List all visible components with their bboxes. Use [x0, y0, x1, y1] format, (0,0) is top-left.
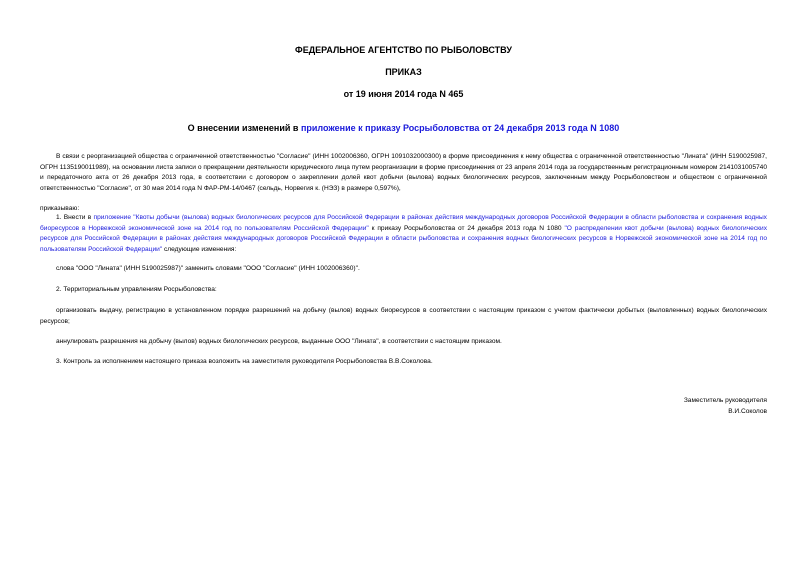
- paragraph-item-2: 2. Территориальным управлениям Росрыболовства:: [56, 286, 217, 293]
- document-date-number: от 19 июня 2014 года N 465: [343, 89, 464, 99]
- paragraph-preamble: В связи с реорганизацией общества с ограниченной ответственностью "Согласие" (ИНН 1002006360, ОГРН 1091032000300) в форме присоединения к нему общества с ограниченной ответственностью "Лината" (ИНН 5190025987, ОГРН 1135190011989), на основании листа записи о прекращении деятельности юридического лица путем реорганизации в форме присоединения от 23 апреля 2014 года за государственным регистрационным номером 2141031005740 и передаточного акта от 26 декабря 2013 года, в соответствии с договором о закреплении долей квот добычи (вылова) водных биологических ресурсов, заключенным между Росрыболовством и обществом с ограниченной ответственностью "Согласие", от 30 мая 2014 года N ФАР-РМ-14/0467 (сельдь, Норвегия к. (НЭЗ) в размере 0,597%),: [40, 153, 767, 192]
- order-1080-link[interactable]: "О распределении квот добычи (вылова) водных биологических ресурсов для Российской Федерации в районах действия международных договоров Российской Федерации в области рыболовства и сохранения водных биологических ресурсов в Норвежской экономической зоне на 2014 год по пользователям Российской Федерации": [40, 224, 767, 253]
- paragraph-permits-cancel: аннулировать разрешения на добычу (вылов) водных биологических ресурсов, выданные ООО "Лината", в соответствии с настоящим приказом.: [56, 338, 502, 345]
- paragraph-order: приказываю:: [40, 205, 80, 212]
- quota-appendix-link[interactable]: приложение "Квоты добычи (вылова) водных биологических ресурсов для Российской Федерации в районах действия международных договоров Российской Федерации в области рыболовства и сохранения водных биоресурсов в Норвежской экономической зоне на 2014 год по пользователям Российской Федерации": [40, 214, 767, 232]
- document-type: ПРИКАЗ: [385, 67, 422, 77]
- item-1-text-a: 1. Внести в: [56, 214, 94, 221]
- paragraph-item-3: 3. Контроль за исполнением настоящего приказа возложить на заместителя руководителя Росрыболовства В.В.Соколова.: [56, 358, 433, 365]
- paragraph-permits-issue: организовать выдачу, регистрацию в установленном порядке разрешений на добычу (вылов) водных биоресурсов в соответствии с настоящим приказом с учетом фактически добытых (выловленных) водных биологических ресурсов;: [40, 307, 767, 325]
- item-1-text-b: к приказу Росрыболовства от 24 декабря 2013 года N 1080: [368, 224, 565, 232]
- agency-heading: ФЕДЕРАЛЬНОЕ АГЕНТСТВО ПО РЫБОЛОВСТВУ: [295, 45, 512, 55]
- title-prefix: О внесении изменений в: [187, 123, 301, 133]
- document-title: [0, 123, 807, 133]
- title-link[interactable]: приложение к приказу Росрыболовства от 24 декабря 2013 года N 1080: [300, 123, 620, 133]
- signature-position: Заместитель руководителя: [683, 397, 767, 404]
- paragraph-replacement: слова "ООО "Лината" (ИНН 5190025987)" заменить словами "ООО "Согласие" (ИНН 1002006360)".: [56, 265, 360, 272]
- signature-name: В.И.Соколов: [728, 408, 767, 415]
- item-1-text-c: следующие изменения:: [162, 245, 237, 253]
- paragraph-item-1: [40, 213, 767, 255]
